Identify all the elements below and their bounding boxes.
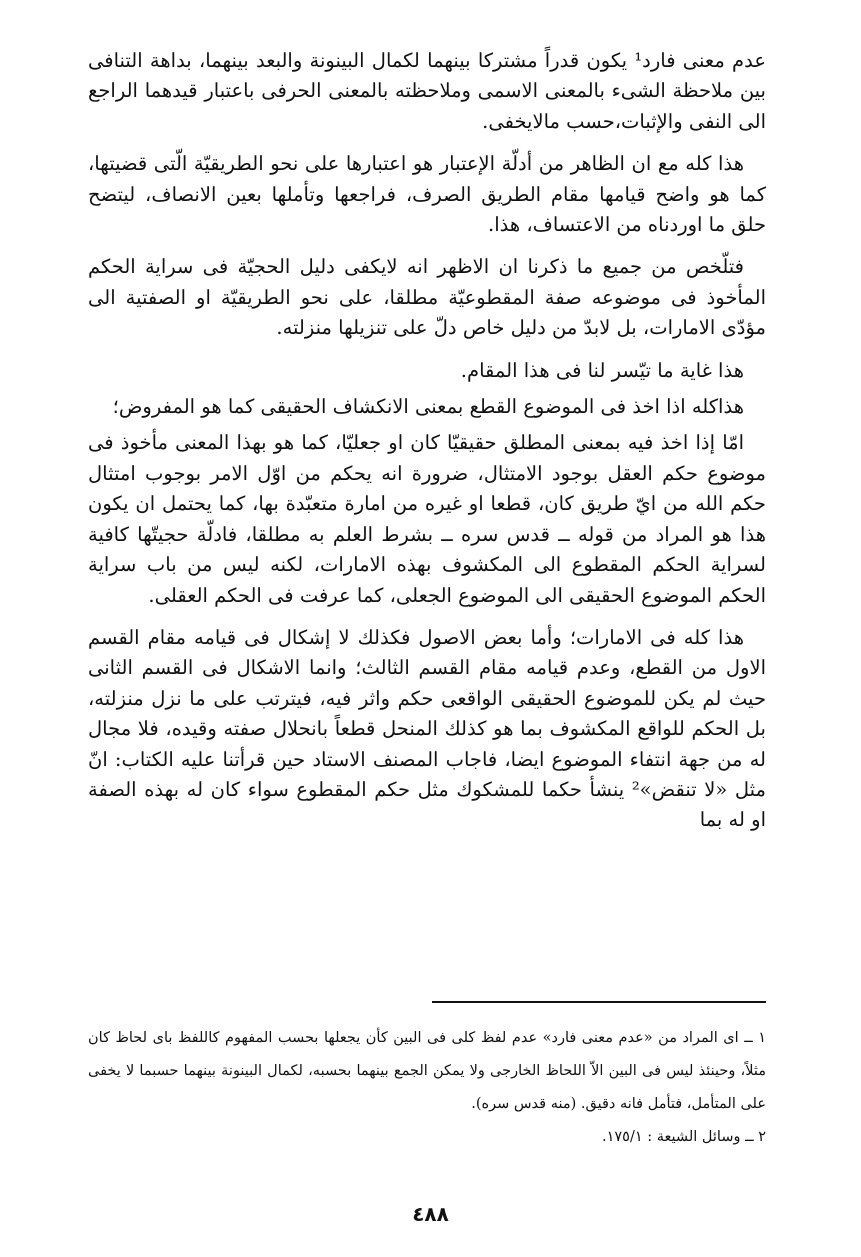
footnotes xyxy=(88,1022,766,1154)
footnote: ١ ــ اى المراد من «عدم معنى فارد» عدم لفظ كلى فى البين كأن يجعلها بحسب المفهوم كاللفظ باى لحاظ كان مثلاً، وحينئذ ليس فى البين الاّ اللحاظ الخارجى ولا يمكن الجمع بينهما بحسبه، لكمال البينونة بينهما حسبما لا يخفى على المتأمل، فتأمل فانه دقيق. (منه قدس سره). xyxy=(88,1030,766,1112)
paragraph: فتلّخص من جميع ما ذكرنا ان الاظهر انه لايكفى دليل الحجيّة فى سراية الحكم المأخوذ فى موضوعه صفة المقطوعيّة مطلقا، على نحو الطريقيّة او الصفتية الى مؤدّى الامارات، بل لابدّ من دليل خاص دلّ على تنزيلها منزلته. xyxy=(88,255,766,340)
page-number: ٤٨٨ xyxy=(412,1202,449,1226)
paragraph-continued: عدم معنى فارد¹ يكون قدراً مشتركا بينهما لكمال البينونة والبعد بينهما، بداهة التنافى بين ملاحظة الشىء بالمعنى الاسمى وملاحظته بالمعنى الحرفى باعتبار قيدهما الراجع الى النفى والإثبات،حسب مالايخفى. xyxy=(88,49,766,133)
main-text xyxy=(88,46,766,848)
paragraph: هذا كله فى الامارات؛ وأما بعض الاصول فكذلك لا إشكال فى قيامه مقام القسم الاول من القطع، وعدم قيامه مقام القسم الثالث؛ وانما الاشكال فى القسم الثانى حيث لم يكن للموضوع الحقيقى الواقعى حكم واثر فيه، فيترتب على ما نزل منزلته، بل الحكم للواقع المكشوف بما هو كذلك المنحل قطعاً بانحلال صفته وقيده، فلا مجال له من جهة انتفاء الموضوع ايضا، فاجاب المصنف الاستاد حين قرأتنا عليه الكتاب: انّ مثل «لا تنقض»² ينشأ حكما للمشكوك مثل حكم المقطوع سواء كان له بهذه الصفة او له بما xyxy=(88,625,766,832)
paragraph: هذا غاية ما تيّسر لنا فى هذا المقام. xyxy=(460,358,744,382)
footnote-divider xyxy=(432,1001,766,1003)
paragraph: هذا كله مع ان الظاهر من أدلّة الإعتبار هو اعتبارها على نحو الطريقيّة الّتى قضيتها، كما هو واضح قيامها مقام الطريق الصرف، فراجعها وتأملها بعين الانصاف، ليتضح حلق ما اوردناه من الاعتساف، هذا. xyxy=(88,152,766,237)
paragraph: هذاكله اذا اخذ فى الموضوع القطع بمعنى الانكشاف الحقيقى كما هو المفروض؛ xyxy=(112,395,744,419)
footnote: ٢ ــ وسائل الشيعة : ١٧٥/١. xyxy=(602,1129,766,1145)
paragraph: امّا إذا اخذ فيه بمعنى المطلق حقيقيّا كان او جعليّا، كما هو بهذا المعنى مأخوذ فى موضوع حكم العقل بوجود الامتثال، ضرورة انه يحكم من اوّل الامر بوجوب امتثال حكم الله من ايّ طريق كان، قطعا او غيره من امارة متعبّدة بها، كما يحتمل ان يكون هذا هو المراد من قوله ــ قدس سره ــ بشرط العلم به مطلقا، فادلّة حجيتّها كافية لسراية الحكم المقطوع الى المكشوف بهذه الامارات، لكنه ليس من باب سراية الحكم الموضوع الحقيقى الى الموضوع الجعلى، كما عرفت فى الحكم العقلى. xyxy=(88,431,766,607)
